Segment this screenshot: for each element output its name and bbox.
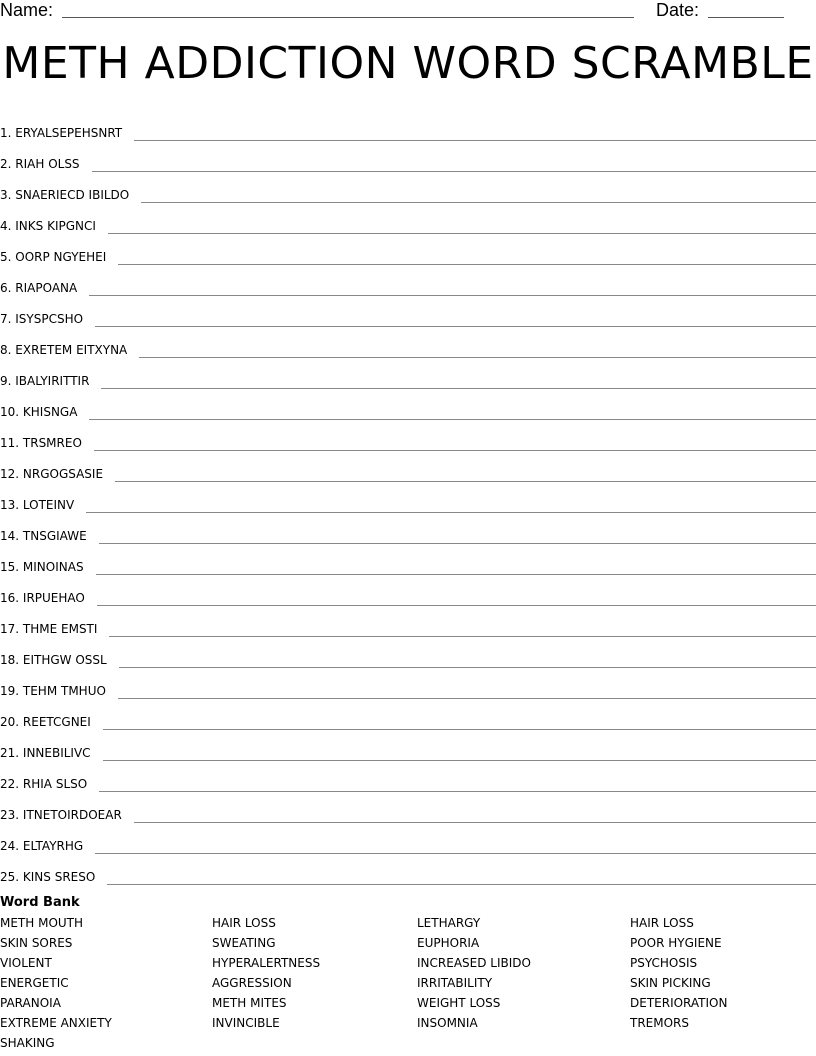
answer-line[interactable] [134,140,816,141]
puzzle-row [0,141,816,172]
word-bank-column [0,915,112,1055]
date-write-line[interactable] [708,17,784,18]
word-bank-word: INVINCIBLE [212,1016,280,1030]
word-bank-word: SHAKING [0,1036,55,1050]
word-bank-column [212,915,320,1035]
answer-line[interactable] [103,729,816,730]
scrambled-word: 25. KINS SRESO [0,870,96,884]
word-bank-word: POOR HYGIENE [630,936,722,950]
puzzle-row [0,172,816,203]
puzzle-row [0,730,816,761]
puzzle-row [0,668,816,699]
word-bank-word: HAIR LOSS [630,916,694,930]
answer-line[interactable] [94,450,816,451]
word-bank-word: METH MITES [212,996,287,1010]
answer-line[interactable] [89,295,816,296]
word-bank-column [630,915,727,1035]
word-bank-word: HAIR LOSS [212,916,276,930]
date-label: Date: [656,0,700,20]
word-bank-word: INCREASED LIBIDO [417,956,531,970]
scrambled-word: 19. TEHM TMHUO [0,684,106,698]
scrambled-word: 18. EITHGW OSSL [0,653,107,667]
word-bank-word: EUPHORIA [417,936,480,950]
name-write-line[interactable] [62,17,634,18]
scrambled-word: 21. INNEBILIVC [0,746,91,760]
puzzle-row [0,451,816,482]
word-bank-word: DETERIORATION [630,996,728,1010]
scrambled-word: 10. KHISNGA [0,405,78,419]
word-bank-word: AGGRESSION [212,976,292,990]
word-bank-word: EXTREME ANXIETY [0,1016,112,1030]
answer-line[interactable] [134,822,816,823]
puzzle-row [0,327,816,358]
word-bank-word: LETHARGY [417,916,481,930]
scrambled-word: 2. RIAH OLSS [0,157,80,171]
scrambled-word: 15. MINOINAS [0,560,84,574]
answer-line[interactable] [141,202,816,203]
puzzle-row [0,637,816,668]
page-title: METH ADDICTION WORD SCRAMBLE [2,38,814,89]
puzzle-row [0,389,816,420]
puzzle-row [0,482,816,513]
header-row [0,0,816,24]
scrambled-word: 22. RHIA SLSO [0,777,88,791]
scrambled-word: 20. REETCGNEI [0,715,91,729]
puzzle-row [0,358,816,389]
answer-line[interactable] [115,481,816,482]
puzzle-row [0,234,816,265]
word-bank-word: ENERGETIC [0,976,69,990]
answer-line[interactable] [89,419,816,420]
puzzle-row [0,420,816,451]
puzzle-row [0,544,816,575]
scrambled-word: 14. TNSGIAWE [0,529,87,543]
word-bank-word: SKIN PICKING [630,976,711,990]
answer-line[interactable] [86,512,816,513]
scrambled-word: 16. IRPUEHAO [0,591,85,605]
puzzle-row [0,854,816,885]
scrambled-word: 3. SNAERIECD IBILDO [0,188,130,202]
scrambled-word: 1. ERYALSEPEHSNRT [0,126,123,140]
word-bank-column [417,915,531,1035]
answer-line[interactable] [95,326,816,327]
word-bank-word: WEIGHT LOSS [417,996,501,1010]
scrambled-word: 5. OORP NGYEHEI [0,250,107,264]
answer-line[interactable] [108,233,816,234]
word-bank-word: PSYCHOSIS [630,956,698,970]
scrambled-word: 17. THME EMSTI [0,622,98,636]
puzzle-row [0,265,816,296]
word-bank-word: INSOMNIA [417,1016,478,1030]
word-bank-word: PARANOIA [0,996,61,1010]
scrambled-word: 13. LOTEINV [0,498,75,512]
puzzle-row [0,513,816,544]
puzzle-row [0,792,816,823]
puzzle-row [0,575,816,606]
answer-line[interactable] [96,574,816,575]
word-bank-word: METH MOUTH [0,916,84,930]
word-bank-word: VIOLENT [0,956,52,970]
answer-line[interactable] [92,171,816,172]
puzzle-row [0,606,816,637]
answer-line[interactable] [101,388,816,389]
scrambled-word: 9. IBALYIRITTIR [0,374,90,388]
puzzle-row [0,110,816,141]
word-bank-word: SWEATING [212,936,276,950]
name-label: Name: [0,0,54,20]
answer-line[interactable] [139,357,816,358]
answer-line[interactable] [107,884,816,885]
word-bank-word: HYPERALERTNESS [212,956,321,970]
word-bank-word: IRRITABILITY [417,976,493,990]
scrambled-word: 24. ELTAYRHG [0,839,84,853]
scrambled-word: 8. EXRETEM EITXYNA [0,343,128,357]
puzzle-row [0,203,816,234]
answer-line[interactable] [97,605,816,606]
answer-line[interactable] [99,791,816,792]
word-bank-word: SKIN SORES [0,936,73,950]
answer-line[interactable] [109,636,816,637]
scrambled-word: 6. RIAPOANA [0,281,78,295]
puzzle-row [0,823,816,854]
word-bank-word: TREMORS [630,1016,690,1030]
scrambled-word: 7. ISYSPCSHO [0,312,84,326]
puzzle-list [0,110,816,885]
scrambled-word: 11. TRSMREO [0,436,82,450]
puzzle-row [0,296,816,327]
answer-line[interactable] [95,853,816,854]
answer-line[interactable] [118,264,816,265]
puzzle-row [0,699,816,730]
scrambled-word: 23. ITNETOIRDOEAR [0,808,122,822]
answer-line[interactable] [119,667,816,668]
word-bank-title: Word Bank [0,895,80,910]
answer-line[interactable] [118,698,816,699]
scrambled-word: 4. INKS KIPGNCI [0,219,96,233]
answer-line[interactable] [99,543,816,544]
scrambled-word: 12. NRGOGSASIE [0,467,104,481]
answer-line[interactable] [103,760,816,761]
puzzle-row [0,761,816,792]
